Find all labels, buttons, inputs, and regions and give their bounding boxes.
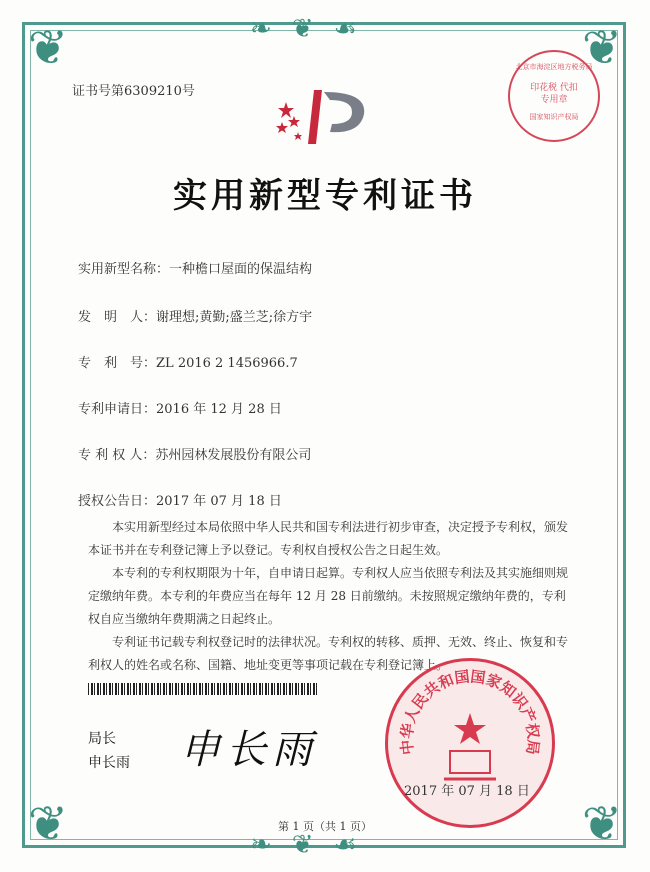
field-label: 专 利 号： [78, 356, 157, 371]
field-label: 专 利 权 人： [78, 448, 156, 463]
field-label: 实用新型名称： [78, 262, 170, 277]
top-ornament-icon: ❧❦☙ [250, 14, 377, 44]
field-patent-number [78, 352, 298, 371]
certificate-number: 证书号第6309210号 [72, 84, 195, 99]
certificate-title: 实用新型专利证书 [173, 176, 477, 216]
corner-ornament-icon: ❦ [27, 20, 69, 76]
issue-date: 2017 年 07 月 18 日 [404, 784, 530, 799]
barcode [88, 683, 318, 695]
field-label: 授权公告日： [78, 494, 157, 509]
field-grant-date [78, 490, 282, 509]
paragraph-grant: 本实用新型经过本局依照中华人民共和国专利法进行初步审查，决定授予专利权，颁发本证书并在专利登记簿上予以登记。专利权自授权公告之日起生效。 [88, 520, 569, 557]
tax-stamp-center-text: 印花税 代扣专用章 [530, 83, 578, 105]
stamp-duty-seal [508, 50, 600, 142]
bottom-ornament-icon: ❧❦☙ [250, 830, 377, 860]
field-value: 谢理想;黄勤;盛兰芝;徐方宇 [156, 310, 313, 325]
signatory-title: 局长 [88, 731, 116, 747]
field-label: 专利申请日： [78, 402, 157, 417]
field-value: 苏州园林发展股份有限公司 [155, 448, 312, 463]
field-value: ZL 2016 2 1456966.7 [156, 356, 298, 371]
field-value: 一种檐口屋面的保温结构 [169, 262, 313, 277]
handwritten-signature: 申长雨 [180, 727, 318, 773]
patent-office-logo [272, 82, 382, 152]
corner-ornament-icon: ❦ [27, 796, 69, 852]
tax-stamp-bottom-text: 国家知识产权局 [529, 113, 579, 121]
field-label: 发 明 人： [78, 310, 157, 325]
field-value: 2017 年 07 月 18 日 [156, 494, 282, 509]
tax-stamp-outer-text: 北京市海淀区地方税务局 [515, 63, 593, 71]
paragraph-legal-status: 专利证书记载专利权登记时的法律状况。专利权的转移、质押、无效、终止、恢复和专利权人的姓名或名称、国籍、地址变更等事项记载在专利登记簿上。 [88, 635, 569, 672]
signatory-name: 申长雨 [88, 755, 130, 771]
corner-ornament-icon: ❦ [581, 796, 623, 852]
official-seal [385, 658, 555, 828]
field-utility-model-name [78, 258, 312, 277]
page-number: 第 1 页（共 1 页） [278, 820, 372, 833]
paragraph-term: 本专利的专利权期限为十年，自申请日起算。专利权人应当依照专利法及其实施细则规定缴纳年费。本专利的年费应当在每年 12 月 28 日前缴纳。未按照规定缴纳年费的，专利权自应当缴纳年费期满之日起终止。 [88, 566, 569, 626]
corner-ornament-icon: ❦ [581, 20, 623, 76]
field-value: 2016 年 12 月 28 日 [156, 402, 282, 417]
field-application-date [78, 398, 282, 417]
field-inventors [78, 306, 312, 325]
seal-text: 中华人民共和国国家知识产权局 [397, 667, 543, 756]
field-patentee [78, 444, 311, 463]
